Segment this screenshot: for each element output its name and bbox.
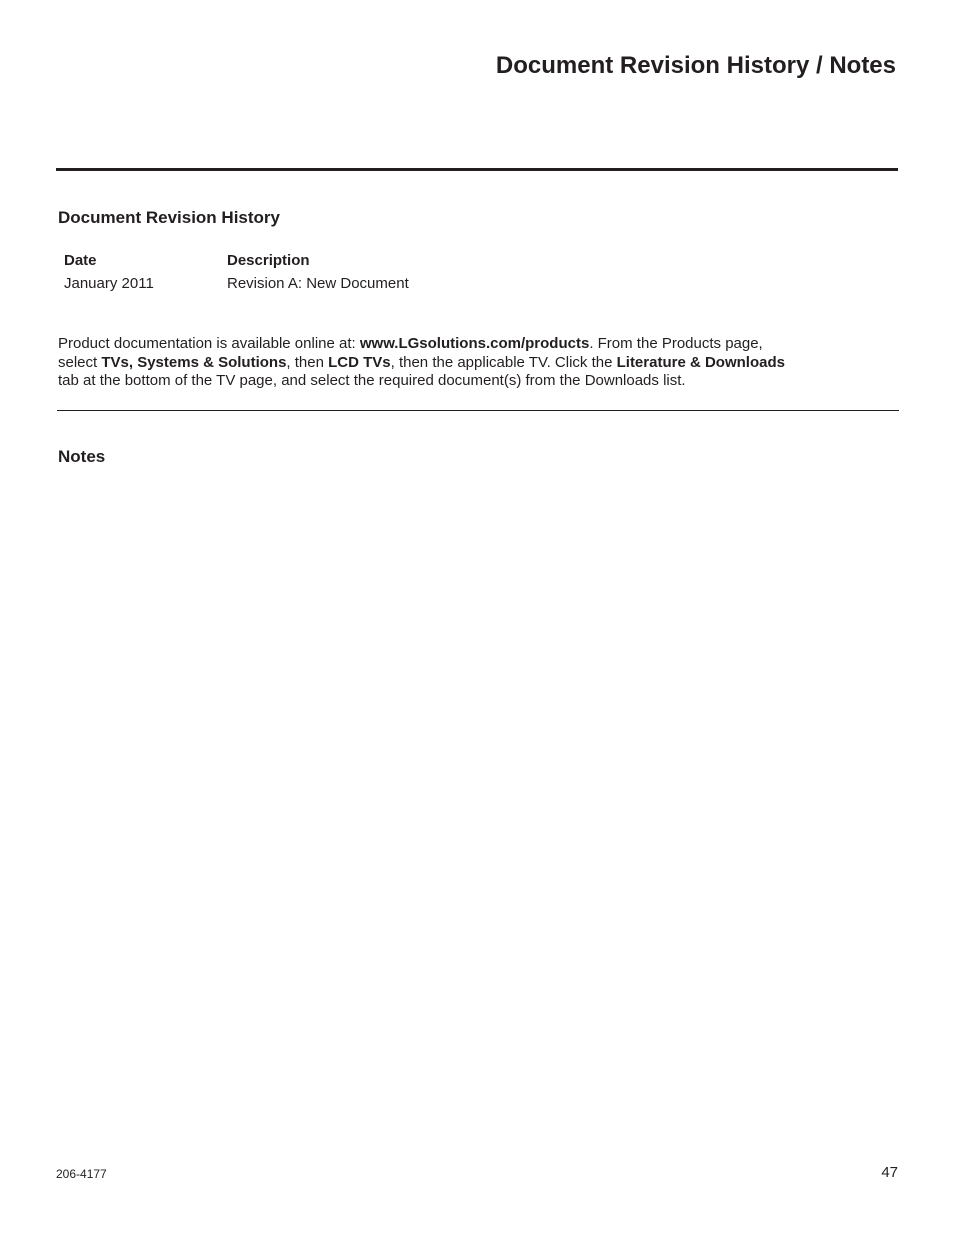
availability-then-text-1: , then (286, 353, 329, 371)
availability-intro-text: Product documentation is available online at: (58, 335, 360, 352)
page-number: 47 (881, 1164, 898, 1181)
revision-description: Revision A: New Document (227, 275, 409, 292)
menu-category-name: TVs, Systems & Solutions (101, 353, 287, 371)
page-title: Document Revision History / Notes (495, 52, 896, 79)
document-number: 206-4177 (56, 1167, 107, 1181)
availability-select-text: select (58, 353, 102, 371)
products-url-link[interactable]: www.LGsolutions.com/products (359, 335, 590, 352)
date-column-header: Date (64, 252, 97, 269)
header-divider (56, 168, 898, 171)
literature-tab-name: Literature & Downloads (616, 353, 785, 371)
availability-line-1 (58, 335, 898, 354)
availability-then-text-2: , then the applicable TV. Click the (390, 353, 617, 371)
availability-line1-suffix: . From the Products page, (589, 335, 763, 352)
section-divider (57, 410, 899, 411)
table-row (64, 272, 527, 295)
revision-history-table (64, 249, 527, 295)
availability-line-3: tab at the bottom of the TV page, and select the required document(s) from the Downloads list. (58, 372, 686, 389)
notes-heading: Notes (58, 447, 106, 466)
revision-history-heading: Document Revision History (58, 208, 280, 227)
availability-line-2 (58, 354, 898, 373)
revision-date: January 2011 (64, 275, 154, 292)
description-column-header: Description (227, 252, 310, 269)
menu-subcategory-name: LCD TVs (328, 353, 391, 371)
documentation-availability-paragraph (58, 335, 898, 391)
revision-table-header-row (64, 249, 527, 272)
